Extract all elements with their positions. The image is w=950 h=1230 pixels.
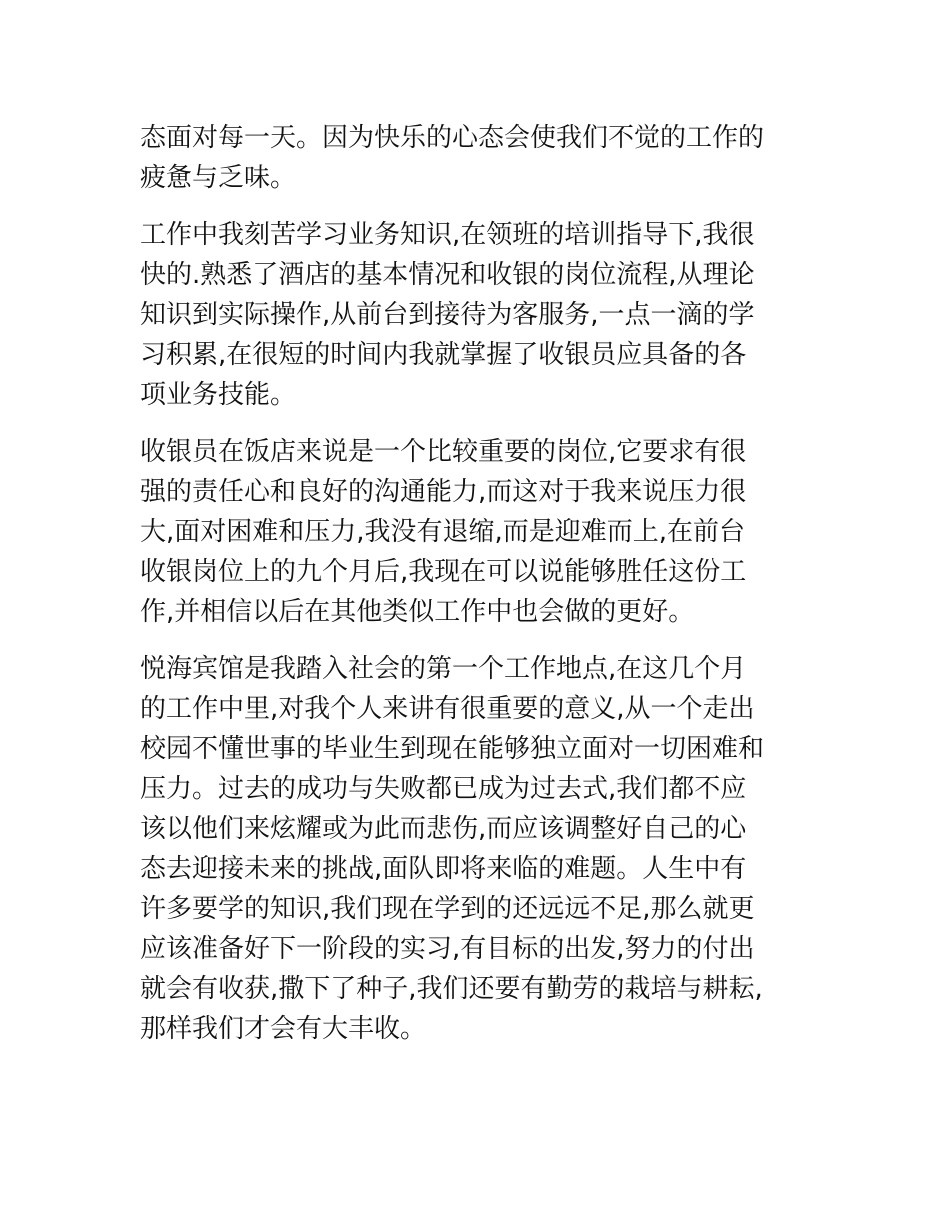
paragraph-3 bbox=[140, 432, 812, 632]
text-line: 作,并相信以后在其他类似工作中也会做的更好。 bbox=[140, 597, 695, 627]
text-line: 疲惫与乏味。 bbox=[140, 163, 297, 193]
text-line: 态去迎接未来的挑战,面队即将来临的难题。人生中有 bbox=[140, 854, 747, 884]
text-line: 许多要学的知识,我们现在学到的还远远不足,那么就更 bbox=[140, 894, 755, 924]
text-line: 知识到实际操作,从前台到接待为客服务,一点一滴的学 bbox=[140, 300, 755, 330]
text-line: 大,面对困难和压力,我没有退缩,而是迎难而上,在前台 bbox=[140, 517, 746, 547]
text-line: 那样我们才会有大丰收。 bbox=[140, 1014, 427, 1044]
text-line: 习积累,在很短的时间内我就掌握了收银员应具备的各 bbox=[140, 340, 747, 370]
text-line: 该以他们来炫耀或为此而悲伤,而应该调整好自己的心 bbox=[140, 814, 747, 844]
text-line: 强的责任心和良好的沟通能力,而这对于我来说压力很 bbox=[140, 477, 747, 507]
text-line: 快的.熟悉了酒店的基本情况和收银的岗位流程,从理论 bbox=[140, 260, 755, 290]
text-line: 压力。过去的成功与失败都已成为过去式,我们都不应 bbox=[140, 774, 747, 804]
text-line: 的工作中里,对我个人来讲有很重要的意义,从一个走出 bbox=[140, 694, 755, 724]
text-line: 态面对每一天。因为快乐的心态会使我们不觉的工作的 bbox=[140, 123, 765, 153]
text-line: 收银员在饭店来说是一个比较重要的岗位,它要求有很 bbox=[140, 437, 747, 467]
paragraph-1 bbox=[140, 118, 812, 198]
text-line: 就会有收获,撒下了种子,我们还要有勤劳的栽培与耕耘, bbox=[140, 974, 763, 1004]
text-line: 悦海宾馆是我踏入社会的第一个工作地点,在这几个月 bbox=[140, 654, 747, 684]
text-line: 校园不懂世事的毕业生到现在能够独立面对一切困难和 bbox=[140, 734, 765, 764]
paragraph-4 bbox=[140, 649, 812, 1049]
paragraph-2 bbox=[140, 215, 812, 415]
text-line: 应该准备好下一阶段的实习,有目标的出发,努力的付出 bbox=[140, 934, 755, 964]
text-line: 收银岗位上的九个月后,我现在可以说能够胜任这份工 bbox=[140, 557, 747, 587]
text-line: 项业务技能。 bbox=[140, 380, 297, 410]
text-line: 工作中我刻苦学习业务知识,在领班的培训指导下,我很 bbox=[140, 220, 755, 250]
document-body bbox=[140, 118, 812, 1066]
